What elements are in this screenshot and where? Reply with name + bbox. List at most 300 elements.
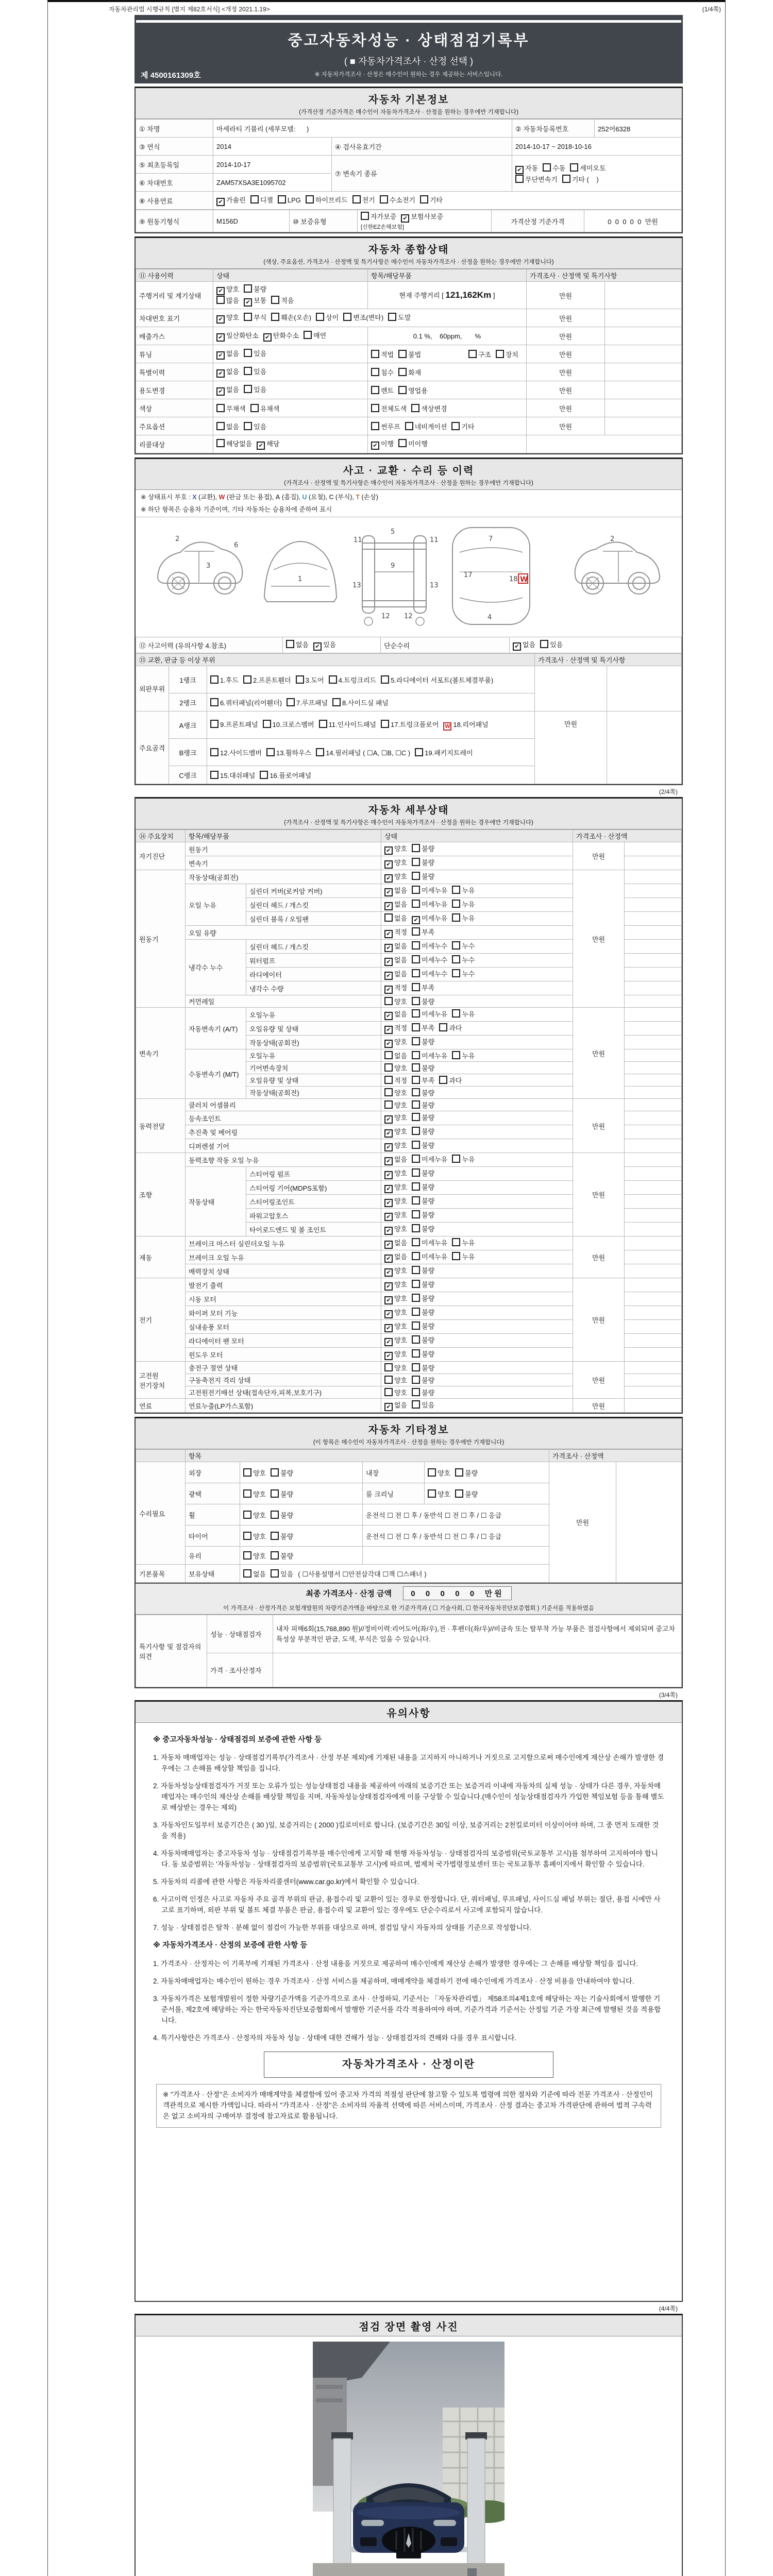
emission-options [216,332,331,340]
checkbox[interactable] [398,368,407,376]
checkbox[interactable] [384,1100,393,1109]
checkbox[interactable] [243,1489,251,1498]
table-row: ⑥ 차대번호 ZAM57XSA3E1095702 [136,174,682,192]
checkbox-label: 없음 [226,350,240,358]
checkbox[interactable]: ✔ [216,369,225,378]
checkbox[interactable] [412,1113,420,1121]
checkbox[interactable] [412,997,420,1005]
checkbox[interactable] [405,422,413,430]
table-row: 구동축전지 격리 상태 양호 불량 [136,1374,682,1386]
checkbox-label: 4.트렁크리드 [338,676,377,684]
checkbox[interactable] [352,195,361,204]
svg-text:13: 13 [352,582,361,589]
checkbox[interactable] [412,1294,420,1302]
checkbox-label: 불량 [422,1389,435,1397]
checkbox[interactable] [371,422,379,430]
checkbox[interactable] [271,1551,279,1560]
checkbox[interactable] [304,331,312,339]
tuning-type-options [468,349,523,359]
checkbox[interactable]: ✔ [384,1403,393,1411]
checkbox[interactable] [210,720,219,728]
table-row: 용도변경 ✔ 없음 있음 렌트 영업용 만원 [136,381,682,399]
checkbox[interactable] [420,195,428,204]
current-mileage: 121,162Km [445,290,492,300]
checkbox[interactable] [452,969,460,977]
checkbox[interactable] [384,913,393,922]
table-row: 작동상태 스티어링 펌프 ✔ 양호 불량 [136,1167,682,1181]
checkbox[interactable] [384,1088,393,1096]
checkbox[interactable]: ✔ [384,1040,393,1048]
checkbox[interactable] [243,1468,251,1477]
detail-state-title: 자동차 세부상태 [368,805,449,816]
checkbox[interactable]: ✔ [384,1185,393,1193]
checkbox[interactable]: ✔ [384,1129,393,1138]
checkbox[interactable] [452,1252,460,1260]
checkbox[interactable] [243,1569,251,1578]
checkbox[interactable]: ✔ [384,972,393,980]
checkbox[interactable] [371,404,379,412]
checkbox-label: 하이브리드 [315,196,348,204]
checkbox[interactable] [412,886,420,894]
checkbox[interactable]: ✔ [216,198,225,206]
checkbox-label: 적법 [381,350,394,359]
checkbox-label: 양호 [394,1128,408,1136]
checkbox[interactable] [452,913,460,922]
checkbox[interactable]: ✔ [216,287,225,295]
checkbox[interactable] [412,1051,420,1059]
checkbox[interactable]: ✔ [384,1255,393,1263]
checkbox[interactable]: ✔ [216,315,225,324]
checkbox[interactable] [329,675,337,684]
checkbox[interactable]: ✔ [384,958,393,966]
table-row: 디퍼렌셜 기어 ✔ 양호 불량 [136,1139,682,1153]
checkbox[interactable]: ✔ [513,642,521,651]
table-row: 색상 무채색 유채색 전체도색 색상변경 만원 [136,399,682,417]
checkbox[interactable] [266,748,275,756]
checkbox[interactable] [412,1141,420,1149]
section-inspection-photo [135,2314,683,2576]
checkbox[interactable] [216,422,225,430]
checkbox[interactable]: ✔ [384,1282,393,1291]
checkbox-label: 불량 [280,1552,294,1560]
checkbox[interactable]: ✔ [384,1157,393,1165]
checkbox[interactable]: ✔ [384,1338,393,1346]
table-row: 윈도우 모터 ✔ 양호 불량 [136,1348,682,1362]
checkbox[interactable]: ✔ [384,1227,393,1235]
checkbox[interactable] [384,1363,393,1371]
checkbox[interactable] [243,1551,251,1560]
checkbox[interactable] [243,675,251,684]
checkbox-label: 불법 [408,350,422,359]
checkbox[interactable] [250,195,259,204]
checkbox[interactable]: ✔ [384,1241,393,1249]
inspection-photo [313,2342,505,2576]
checkbox[interactable] [412,1088,420,1096]
table-row: 유리 양호 불량 [136,1547,682,1565]
checkbox-label: 미세누수 [422,956,448,964]
checkbox[interactable] [398,386,407,394]
checkbox[interactable] [543,163,551,172]
checkbox[interactable] [412,1076,420,1084]
appraiser-opinion-text [273,1653,682,1687]
notice-item: 7. 성능 · 상태점검은 탈착 · 분해 없이 점검이 가능한 부위를 대상으로 하며, 점검일 당시 자동차의 상태를 기준으로 작성합니다. [153,1923,532,1931]
checkbox[interactable] [319,720,327,728]
checkbox[interactable] [452,941,460,950]
checkbox[interactable] [412,1252,420,1260]
checkbox[interactable] [384,1076,393,1084]
table-row: 리콜대상 해당없음 ✔ 해당 ✔ 이행 미이행 [136,435,682,453]
checkbox[interactable] [412,1037,420,1045]
checkbox[interactable]: ✔ [384,986,393,994]
checkbox[interactable] [412,983,420,991]
checkbox[interactable] [412,1210,420,1218]
checkbox-label: 부족 [422,1024,435,1032]
checkbox[interactable]: ✔ [384,1143,393,1151]
checkbox[interactable] [271,313,279,321]
checkbox[interactable] [271,1532,279,1540]
checkbox[interactable] [412,955,420,963]
wheel-options [243,1512,298,1519]
checkbox[interactable] [210,771,219,779]
checkbox-label: 없음 [394,942,408,950]
checkbox[interactable] [371,368,379,376]
checkbox[interactable] [271,1511,279,1519]
checkbox[interactable] [412,844,420,852]
checkbox-label: 불량 [422,1309,435,1316]
checkbox[interactable] [515,175,524,183]
checkbox[interactable] [412,1400,420,1409]
checkbox[interactable] [384,1376,393,1384]
recall-options [216,440,284,448]
checkbox[interactable] [428,1468,436,1477]
checkbox-label: 있음 [254,350,267,358]
table-row: 주행거리 및 계기상태 ✔ 양호 불량 많음 ✔ 보통 적음 현재 주행거리 [ 121,162Km ] 만원 [136,282,682,309]
checkbox[interactable]: ✔ [384,1115,393,1124]
checkbox[interactable] [216,404,225,412]
table-row: 고전원 전기장치 충전구 절연 상태 양호 불량 만원 [136,1362,682,1374]
checkbox[interactable] [287,698,295,706]
section-etc-info [135,1417,683,1688]
checkbox[interactable] [210,675,219,684]
checkbox[interactable]: ✔ [244,298,252,307]
checkbox-label: 18.리어패널 [453,721,489,728]
checkbox-label: 적정 [394,1024,408,1032]
checkbox[interactable] [271,1489,279,1498]
checkbox-label: 양호 [394,1183,408,1191]
checkbox[interactable] [286,640,294,648]
checkbox[interactable] [411,404,419,412]
checkbox[interactable]: ✔ [401,214,409,223]
checkbox[interactable] [452,886,460,894]
table-row: 오일유량 및 상태 ✔ 적정 부족 과다 [136,1022,682,1036]
checkbox[interactable] [452,900,460,908]
checkbox[interactable] [244,367,252,375]
checkbox[interactable] [244,284,252,293]
checkbox[interactable] [570,163,578,172]
checkbox[interactable]: ✔ [384,1171,393,1179]
checkbox[interactable]: ✔ [384,1026,393,1034]
checkbox[interactable]: ✔ [216,351,225,360]
notice-item: 3. 자동차가격은 보험개발원이 정한 차량기준가액을 기준가격으로 조사 · 산정하되, 기준서는 「자동차관리법」 제58조의4제1호에 해당하는 자는 기술사회에서 발행한 기준서를, 제2호에 해당하는 자는 한국자동차진단보증협회에서 발행한 기준서를 각각 적용하여야 하며, 기준가격과 기준서는 산정일 기준 가장 최근에 발행된 것을 적용합니다. [153,1994,661,2024]
checkbox[interactable] [371,386,379,394]
checkbox[interactable] [496,350,504,358]
table-row: 주요옵션 없음 있음 썬루프 네비게이션 기타 만원 [136,417,682,435]
table-row: 오일 유량 ✔ 적정 부족 [136,926,682,940]
checkbox[interactable]: ✔ [384,944,393,952]
checkbox[interactable]: ✔ [384,846,393,855]
checkbox[interactable] [210,698,219,706]
checkbox-label: 미세누유 [422,901,448,908]
checkbox[interactable] [412,1280,420,1288]
table-row: 광택 양호 불량 룸 크리닝 양호 불량 [136,1483,682,1504]
checkbox[interactable] [316,313,324,321]
checkbox[interactable] [412,1335,420,1344]
checkbox[interactable] [412,1266,420,1274]
checkbox[interactable] [412,1388,420,1396]
checkbox[interactable]: ✔ [384,1352,393,1360]
checkbox-label: 구조 [478,350,491,359]
rankA-items [210,721,493,728]
form-meta-row [48,2,725,13]
checkbox[interactable]: ✔ [384,1296,393,1304]
checkbox-label: 보험사보증 [411,213,444,221]
checkbox-label: 썬루프 [381,422,400,431]
checkbox[interactable] [412,858,420,866]
etc-info-table [136,1449,682,1583]
checkbox[interactable] [412,900,420,908]
checkbox[interactable] [452,1009,460,1018]
checkbox[interactable]: ✔ [384,1199,393,1207]
checkbox[interactable] [415,748,423,756]
svg-text:W: W [520,575,528,584]
inspection-valid-period: 2014-10-17 ~ 2018-10-16 [512,138,682,156]
checkbox[interactable] [263,720,271,728]
special-history-options [216,368,271,376]
checkbox[interactable] [452,1051,460,1059]
checkbox[interactable] [271,296,279,304]
checkbox[interactable] [398,350,407,358]
table-row: 변속기 ✔ 양호 불량 [136,856,682,870]
glass-options [243,1552,298,1560]
checkbox[interactable]: W [443,722,451,731]
table-row: 가격 · 조사산정자 [136,1653,682,1687]
table-row: 실린더 블록 / 오일팬 없음 ✔ 미세누유 누유 [136,912,682,926]
checkbox-label: 불량 [422,1038,435,1046]
table-row: ① 차명 마세라티 기블리 (세부모델: ) ② 자동차등록번호 252어6328 [136,120,682,138]
checkbox[interactable] [455,1489,463,1498]
checkbox-label: 수소전기 [389,196,415,204]
checkbox[interactable] [384,1063,393,1072]
checkbox[interactable] [540,640,548,648]
notices-title: 유의사항 [386,1708,431,1719]
overall-state-note: (색상, 주요옵션, 가격조사 · 산정액 및 특기사항은 매수인이 자동차가격조사 · 산정을 원하는 경우에만 기재합니다) [263,259,554,265]
checkbox[interactable]: ✔ [257,442,265,450]
checkbox[interactable]: ✔ [216,333,225,342]
form-reference: 자동차관리법 시행규칙 [별지 제82호서식] <개정 2021.1.19> [109,6,270,13]
checkbox[interactable] [384,997,393,1005]
checkbox[interactable] [412,1023,420,1031]
checkbox-label: 해당 [266,440,280,448]
checkbox-label: 양호 [394,1170,408,1177]
checkbox[interactable] [371,350,379,358]
checkbox[interactable]: ✔ [384,874,393,883]
warranty-insurer: [신한EZ손해보험] [361,224,404,230]
checkbox[interactable] [216,296,225,304]
checkbox[interactable] [316,748,324,756]
checkbox-label: 있음 [254,368,267,376]
checkbox[interactable]: ✔ [412,916,420,924]
checkbox-label: 양호 [394,845,408,853]
inspector-opinion-text: 내차 피해6회(15,768,890 원)//정비이력:리어도어(좌/우),전 · 후펜더(좌/우)//비금속 또는 탈부착 가능 부품은 점검사항에서 제외되며 중고차 특성상 부분적인 판금, 도색, 부식은 있을 수 있습니다. [273,1615,682,1653]
checkbox[interactable] [244,349,252,357]
checkbox[interactable]: ✔ [384,930,393,938]
checkbox-label: 없음 [394,1052,408,1060]
checkbox[interactable] [452,955,460,963]
checkbox[interactable] [412,1238,420,1246]
checkbox[interactable]: ✔ [263,333,272,342]
checkbox-label: 12.사이드멤버 [220,749,262,757]
checkbox[interactable] [380,195,388,204]
table-row: 시동 모터 ✔ 양호 불량 [136,1292,682,1306]
checkbox[interactable]: ✔ [371,442,379,450]
basic-info-table [136,119,682,210]
checkbox-label: 화재 [408,368,422,377]
checkbox[interactable] [210,748,219,756]
svg-text:11: 11 [430,536,439,544]
checkbox-label: 없음 [394,887,408,894]
checkbox[interactable] [452,1155,460,1163]
checkbox[interactable] [412,1363,420,1371]
checkbox[interactable] [412,1127,420,1135]
checkbox-label: 불량 [422,1295,435,1302]
checkbox[interactable] [455,1468,463,1477]
checkbox[interactable]: ✔ [384,1213,393,1221]
color-change-options [371,405,451,413]
checkbox[interactable] [412,1009,420,1018]
checkbox[interactable] [244,422,252,430]
checkbox[interactable] [243,1511,251,1519]
checkbox[interactable] [412,872,420,880]
checkbox-label: 장치 [505,350,518,359]
checkbox-label: 있음 [422,1401,435,1409]
checkbox[interactable] [412,1196,420,1205]
checkbox[interactable] [412,1100,420,1109]
checkbox[interactable] [381,720,389,728]
checkbox-label: 양호 [394,1038,408,1046]
table-row: 라디에이터 팬 모터 ✔ 양호 불량 [136,1334,682,1348]
checkbox[interactable] [216,439,225,447]
checkbox[interactable] [260,771,268,779]
checkbox[interactable]: ✔ [384,888,393,896]
state-symbol-legend: ※ 상태표시 부호 : X (교환), W (판금 또는 용접), A (흠집), U (요철), C (부식), T (손상) [141,494,378,501]
checkbox[interactable] [428,1489,436,1498]
document-subtitle: ( ■ 자동차가격조사 · 산정 선택 ) [344,56,474,66]
checkbox-label: 2.프론트휀더 [253,676,291,684]
checkbox[interactable] [439,1023,447,1031]
overall-state-title: 자동차 종합상태 [368,244,449,256]
table-row: 변속기 자동변속기 (A/T) 오일누유 ✔ 없음 미세누유 누유 만원 [136,1008,682,1022]
checkbox[interactable]: ✔ [384,1268,393,1277]
checkbox[interactable]: ✔ [313,642,322,651]
checkbox[interactable] [452,1238,460,1246]
checkbox-label: 이행 [381,440,394,448]
checkbox[interactable] [451,422,460,430]
checkbox[interactable] [398,439,407,447]
checkbox-label: 매연 [313,332,327,340]
checkbox[interactable]: ✔ [384,1310,393,1318]
polish-options [243,1490,298,1498]
checkbox[interactable] [412,1321,420,1330]
checkbox[interactable] [439,1076,447,1084]
table-row: 추진축 및 베어링 ✔ 양호 불량 [136,1125,682,1139]
checkbox[interactable] [412,1155,420,1163]
checkbox-label: 불량 [422,1170,435,1177]
checkbox[interactable] [412,1349,420,1358]
checkbox-label: 누수 [462,956,475,964]
section-overall-state [135,236,683,454]
checkbox[interactable] [271,1569,279,1578]
checkbox[interactable] [388,313,396,321]
checkbox[interactable] [468,350,477,358]
checkbox[interactable] [562,175,570,183]
checkbox[interactable] [384,1388,393,1396]
checkbox[interactable] [412,1224,420,1232]
page-marker-2: (2/4쪽) [659,788,678,795]
checkbox-label: 불량 [422,1350,435,1358]
checkbox[interactable] [381,675,389,684]
checkbox[interactable] [412,941,420,950]
checkbox[interactable] [412,1308,420,1316]
checkbox[interactable] [306,195,314,204]
checkbox-label: 불량 [422,859,435,867]
checkbox[interactable]: ✔ [515,166,524,174]
checkbox[interactable] [332,698,341,706]
checkbox[interactable] [243,1532,251,1540]
transmission-options-line2 [515,176,603,183]
accident-flag-table [136,637,682,653]
svg-text:3: 3 [206,562,211,570]
checkbox[interactable]: ✔ [384,902,393,910]
checkbox[interactable] [412,1063,420,1072]
checkbox-label: 적정 [394,984,408,992]
checkbox[interactable] [412,969,420,977]
checkbox[interactable]: ✔ [216,387,225,396]
checkbox-label: 불량 [422,1142,435,1149]
checkbox[interactable] [412,1168,420,1177]
checkbox-label: 보통 [254,297,267,304]
table-row: 등속조인트 ✔ 양호 불량 [136,1111,682,1125]
checkbox[interactable] [412,1182,420,1191]
checkbox-label: 양호 [394,1225,408,1233]
checkbox[interactable] [412,927,420,936]
table-row: 조향 동력조향 작동 오일 누유 ✔ 없음 미세누유 누유 만원 [136,1153,682,1167]
checkbox[interactable] [361,212,369,220]
checkbox[interactable] [412,1376,420,1384]
checkbox[interactable]: ✔ [384,1324,393,1332]
svg-text:13: 13 [430,582,439,589]
overall-state-table [136,269,682,453]
checkbox[interactable] [244,313,252,321]
checkbox[interactable] [384,1051,393,1059]
checkbox[interactable] [296,675,304,684]
checkbox[interactable] [250,404,259,412]
checkbox[interactable]: ✔ [384,860,393,869]
checkbox[interactable] [343,313,351,321]
checkbox[interactable] [278,195,286,204]
checkbox[interactable] [244,385,252,393]
checkbox[interactable]: ✔ [384,1012,393,1020]
checkbox[interactable] [271,1468,279,1477]
